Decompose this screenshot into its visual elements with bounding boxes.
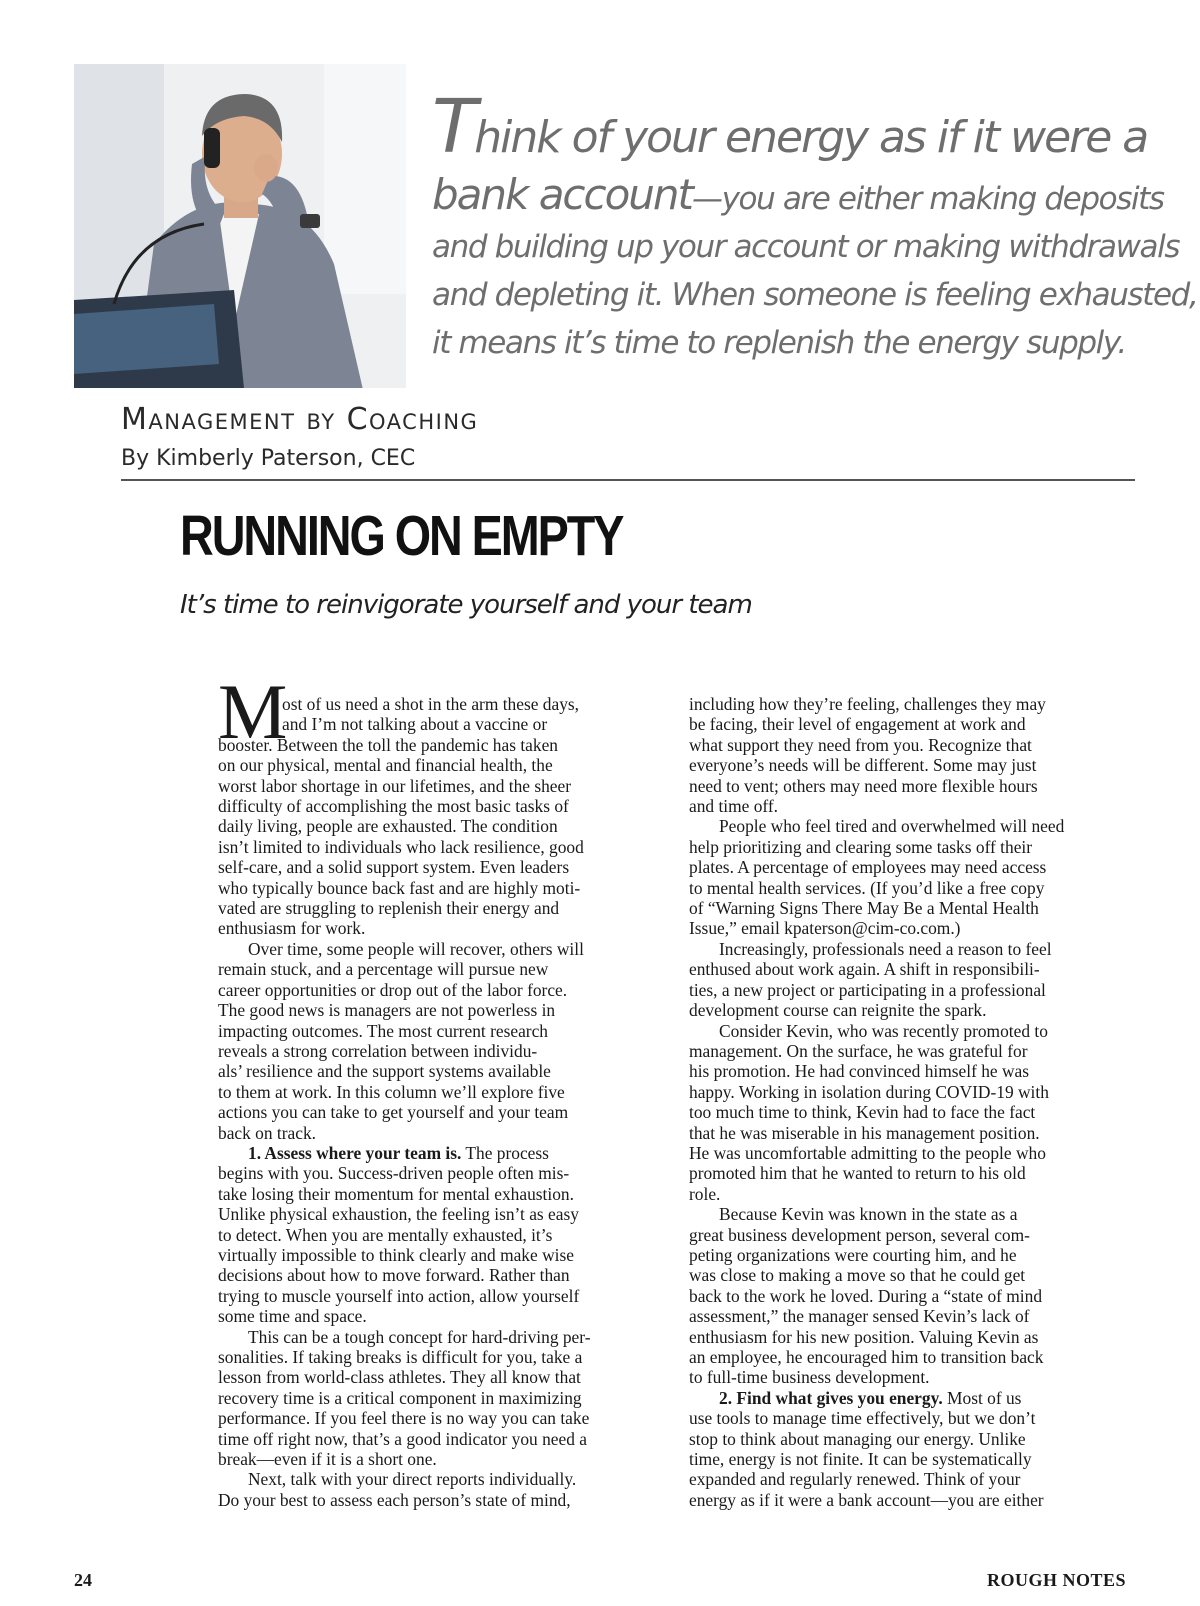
article-line: who typically bounce back fast and are highly moti-	[218, 877, 581, 898]
byline: By Kimberly Paterson, CEC	[121, 446, 416, 471]
article-line: isn’t limited to individuals who lack resilience, good	[218, 836, 584, 857]
article-line: to full-time business development.	[689, 1367, 930, 1388]
article-line: and I’m not talking about a vaccine or	[282, 714, 548, 735]
article-line: take losing their momentum for mental exhaustion.	[218, 1183, 574, 1204]
article-line: booster. Between the toll the pandemic has taken	[218, 734, 558, 755]
article-line: expanded and regularly renewed. Think of your	[689, 1469, 1021, 1490]
businessman-photo	[74, 64, 406, 388]
article-line: back on track.	[218, 1122, 317, 1143]
article-line: peting organizations were courting him, and he	[689, 1244, 1017, 1265]
section-heading: 2. Find what gives you energy.	[719, 1387, 943, 1408]
article-line: virtually impossible to think clearly and make wise	[218, 1244, 574, 1265]
article-line: was close to making a move so that he could get	[689, 1265, 1026, 1286]
article-line: actions you can take to get yourself and your team	[218, 1102, 569, 1123]
publication-name: ROUGH NOTES	[986, 1570, 1126, 1590]
article-line: back to the work he loved. During a “state of mind	[689, 1285, 1043, 1306]
page-number: 24	[74, 1570, 92, 1590]
article-line: need to vent; others may need more flexible hours	[689, 775, 1038, 796]
article-line: ost of us need a shot in the arm these days,	[282, 694, 580, 714]
article-line: plates. A percentage of employees may need access	[689, 857, 1047, 878]
article-line: everyone’s needs will be different. Some may just	[689, 755, 1037, 776]
pull-quote	[432, 84, 1198, 367]
article-line: his promotion. He had convinced himself he was	[689, 1061, 1030, 1082]
article-line: begins with you. Success-driven people often mis-	[218, 1163, 570, 1184]
section-heading: 1. Assess where your team is.	[248, 1142, 462, 1163]
pull-quote-line-5: it means it’s time to replenish the energy supply.	[432, 325, 1126, 361]
article-line: on our physical, mental and financial health, the	[218, 755, 553, 776]
article-line: be facing, their level of engagement at work and	[689, 714, 1026, 735]
article-line: promoted him that he wanted to return to his old	[689, 1163, 1026, 1184]
article-line: Consider Kevin, who was recently promoted to	[719, 1020, 1048, 1041]
pull-quote-line-2-text: —you are either making deposits	[692, 181, 1164, 217]
article-line: that he was miserable in his management position.	[689, 1122, 1040, 1143]
article-line: Unlike physical exhaustion, the feeling isn’t as easy	[218, 1204, 579, 1225]
article-line: 2. Find what gives you energy. Most of us	[719, 1387, 1022, 1408]
article-line: Next, talk with your direct reports individually.	[248, 1469, 577, 1490]
pull-quote-line-1-text: hink of your energy as if it were a	[474, 112, 1148, 163]
article-line: self-care, and a solid support system. Even leaders	[218, 857, 570, 878]
article-line: impacting outcomes. The most current research	[218, 1020, 548, 1041]
article-line: stop to think about managing our energy. Unlike	[689, 1428, 1026, 1449]
article-line: Increasingly, professionals need a reason to feel	[719, 938, 1052, 959]
businessman-illustration	[74, 64, 406, 388]
article-line: The good news is managers are not powerless in	[218, 1000, 556, 1021]
article-line: happy. Working in isolation during COVID-19 with	[689, 1081, 1049, 1102]
pull-quote-drop-letter: T	[432, 84, 475, 170]
article-line: development course can reignite the spark.	[689, 1000, 987, 1021]
article-line: He was uncomfortable admitting to the people who	[689, 1142, 1046, 1163]
article-line: some time and space.	[218, 1306, 367, 1327]
drop-cap: M	[218, 668, 288, 755]
pull-quote-line-4: and depleting it. When someone is feeling exhausted,	[432, 277, 1198, 313]
pull-quote-line-3: and building up your account or making withdrawals	[432, 229, 1180, 265]
article-line: vated are struggling to replenish their energy and	[218, 898, 560, 919]
pull-quote-line-2	[432, 170, 1164, 223]
article-line: career opportunities or drop out of the labor force.	[218, 979, 568, 1000]
subheadline: It’s time to reinvigorate yourself and your team	[180, 590, 752, 620]
article-line: enthusiasm for work.	[218, 918, 366, 939]
article-line: difficulty of accomplishing the most basic tasks of	[218, 796, 569, 817]
article-column-left	[218, 694, 658, 1510]
article-line: 1. Assess where your team is. The process	[248, 1142, 549, 1163]
article-line: an employee, he encouraged him to transition back	[689, 1347, 1044, 1367]
header-rule	[121, 479, 1135, 481]
article-line: Over time, some people will recover, others will	[248, 938, 584, 959]
article-line: too much time to think, Kevin had to face the fact	[689, 1102, 1036, 1123]
article-line: enthusiasm for his new position. Valuing Kevin as	[689, 1326, 1039, 1347]
article-line: to mental health services. (If you’d like a free copy	[689, 877, 1045, 898]
headline: RUNNING ON EMPTY	[180, 504, 623, 568]
article-line: including how they’re feeling, challenges they may	[689, 694, 1046, 714]
article-line: als’ resilience and the support systems available	[218, 1061, 551, 1082]
article-line: assessment,” the manager sensed Kevin’s lack of	[689, 1306, 1030, 1327]
column-kicker: Management by Coaching	[121, 402, 479, 437]
article-line: worst labor shortage in our lifetimes, and the sheer	[218, 775, 572, 796]
article-line: sonalities. If taking breaks is difficult for you, take a	[218, 1347, 583, 1367]
article-line: decisions about how to move forward. Rather than	[218, 1265, 570, 1286]
article-line: remain stuck, and a percentage will pursue new	[218, 959, 549, 980]
article-line: ties, a new project or participating in a professional	[689, 979, 1046, 1000]
article-line: great business development person, several com-	[689, 1224, 1030, 1245]
article-line: and time off.	[689, 796, 779, 817]
article-line: help prioritizing and clearing some tasks off their	[689, 836, 1033, 857]
article-line: People who feel tired and overwhelmed will need	[719, 816, 1065, 837]
pull-quote-bank-account: bank account	[432, 170, 693, 219]
article-line: reveals a strong correlation between individu-	[218, 1040, 538, 1061]
article-line: role.	[689, 1183, 721, 1204]
article-line: to them at work. In this column we’ll explore five	[218, 1081, 565, 1102]
article-line: to detect. When you are mentally exhausted, it’s	[218, 1224, 553, 1245]
article-line: Issue,” email kpaterson@cim-co.com.)	[689, 918, 961, 939]
article-column-right	[689, 694, 1134, 1510]
article-line: Because Kevin was known in the state as a	[719, 1204, 1018, 1225]
article-line: what support they need from you. Recognize that	[689, 734, 1032, 755]
article-line: use tools to manage time effectively, but we don’t	[689, 1408, 1036, 1429]
article-line: daily living, people are exhausted. The condition	[218, 816, 558, 837]
article-line: energy as if it were a bank account—you are either	[689, 1489, 1044, 1510]
article-line: lesson from world-class athletes. They all know that	[218, 1367, 581, 1388]
article-line: of “Warning Signs There May Be a Mental Health	[689, 898, 1039, 919]
article-line: This can be a tough concept for hard-driving per-	[248, 1326, 591, 1347]
article-line: trying to muscle yourself into action, allow yourself	[218, 1285, 580, 1306]
article-line: time off right now, that’s a good indicator you need a	[218, 1428, 587, 1449]
article-line: enthused about work again. A shift in responsibili-	[689, 959, 1040, 980]
article-line: recovery time is a critical component in maximizing	[218, 1387, 582, 1408]
article-line: performance. If you feel there is no way you can take	[218, 1408, 590, 1429]
pull-quote-line-1	[432, 84, 1148, 170]
article-line: Do your best to assess each person’s state of mind,	[218, 1489, 571, 1510]
article-line: management. On the surface, he was grateful for	[689, 1040, 1028, 1061]
article-line: break—even if it is a short one.	[218, 1449, 437, 1470]
article-line: time, energy is not finite. It can be systematically	[689, 1449, 1032, 1470]
